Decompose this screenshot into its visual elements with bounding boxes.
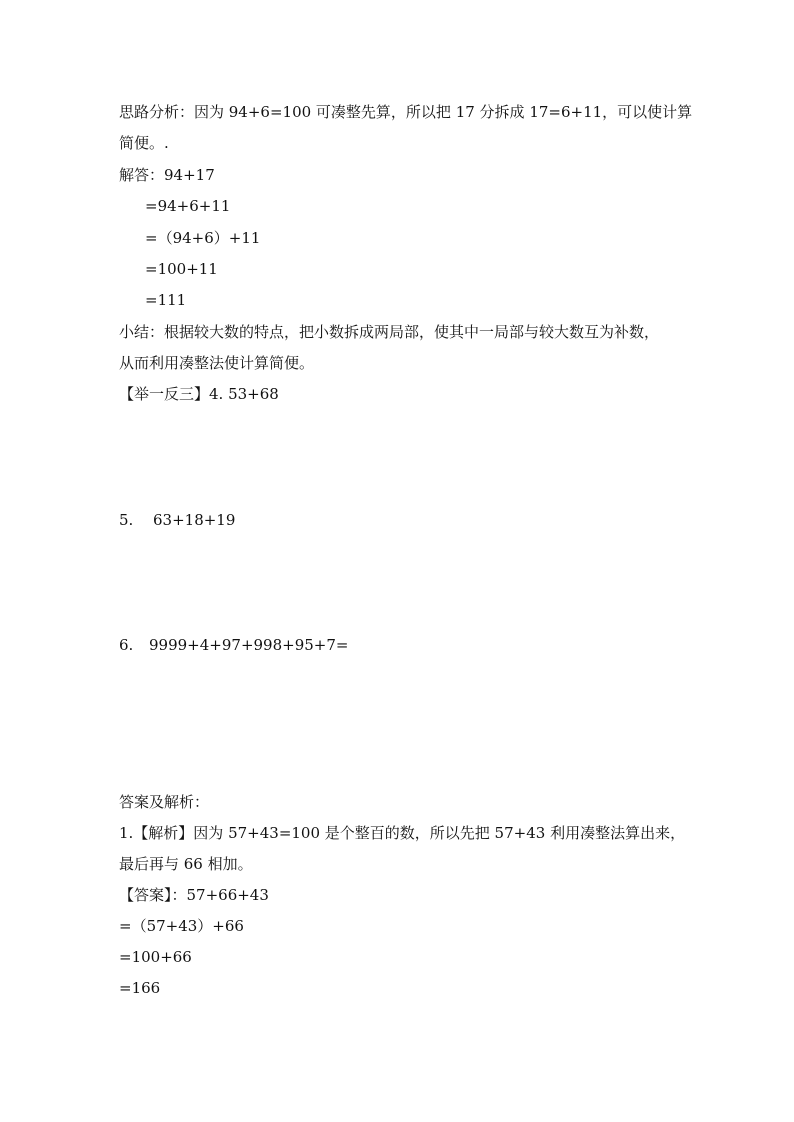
answer-1-analysis-line-1: 1.【解析】因为 57+43=100 是个整百的数，所以先把 57+43 利用凑整法算出来， — [119, 824, 686, 842]
practice-question-5-number: 5. — [119, 511, 134, 529]
solution-step: =111 — [145, 291, 187, 309]
analysis-line-1: 思路分析：因为 94+6=100 可凑整先算，所以把 17 分拆成 17=6+11，可以使计算 — [119, 103, 693, 121]
answer-1-step: =166 — [119, 979, 161, 997]
answer-1-step: =100+66 — [119, 948, 192, 966]
summary-line-1: 小结：根据较大数的特点，把小数拆成两局部，使其中一局部与较大数互为补数， — [119, 323, 660, 341]
answer-1-answer: 【答案】：57+66+43 — [119, 886, 269, 904]
practice-question-5-expression: 63+18+19 — [153, 511, 236, 529]
analysis-line-2: 简便。. — [119, 134, 169, 152]
solution-step: =（94+6）+11 — [145, 229, 261, 247]
solution-step: =94+6+11 — [145, 197, 231, 215]
solution-step: =100+11 — [145, 260, 218, 278]
answers-heading: 答案及解析： — [119, 793, 210, 811]
answer-1-step: =（57+43）+66 — [119, 917, 244, 935]
summary-line-2: 从而利用凑整法使计算简便。 — [119, 354, 315, 372]
practice-question-4: 【举一反三】4. 53+68 — [119, 385, 279, 403]
practice-question-6-expression: 9999+4+97+998+95+7= — [149, 636, 349, 654]
solution-header: 解答：94+17 — [119, 166, 215, 184]
answer-1-analysis-line-2: 最后再与 66 相加。 — [119, 855, 253, 873]
practice-question-6-number: 6. — [119, 636, 134, 654]
